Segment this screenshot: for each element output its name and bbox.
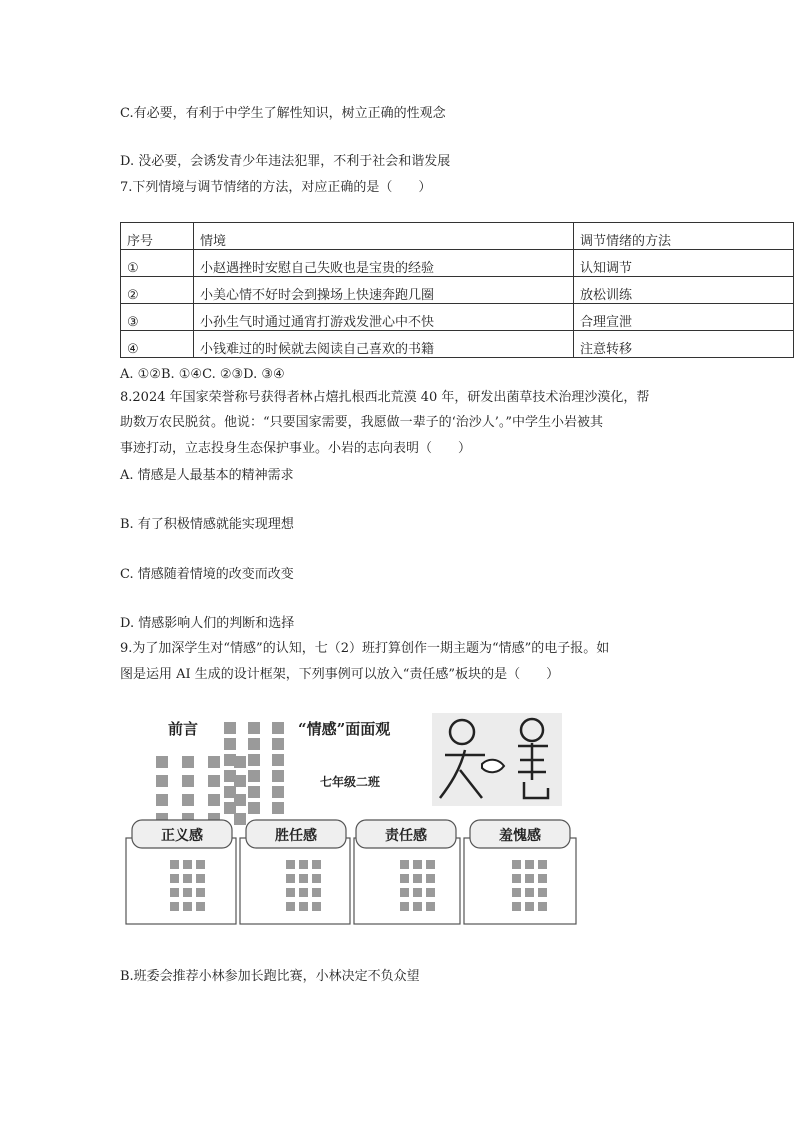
q8-option-b: B. 有了积极情感就能实现理想	[120, 517, 294, 532]
q8-option-c: C. 情感随着情境的改变而改变	[120, 567, 294, 582]
handshake-icon	[432, 713, 562, 806]
panel-label: 胜任感	[275, 828, 317, 844]
grid-square	[224, 770, 236, 782]
grid-square	[183, 888, 192, 897]
grid-square	[286, 860, 295, 869]
table-cell: 小美心情不好时会到操场上快速奔跑几圈	[194, 277, 574, 304]
q6-option-d: D. 没必要，会诱发青少年违法犯罪，不利于社会和谐发展	[120, 154, 451, 169]
table-row	[121, 304, 794, 331]
table-cell: 注意转移	[574, 331, 794, 358]
table-cell: 小钱难过的时候就去阅读自己喜欢的书籍	[194, 331, 574, 358]
panel-label: 责任感	[385, 828, 427, 844]
table-row	[121, 277, 794, 304]
grid-square	[400, 860, 409, 869]
grid-square	[413, 874, 422, 883]
figure-title: “情感”面面观	[298, 720, 391, 738]
grid-square	[538, 888, 547, 897]
grid-square	[156, 756, 168, 768]
grid-square	[400, 888, 409, 897]
grid-square	[170, 874, 179, 883]
grid-square	[248, 802, 260, 814]
grid-square	[312, 874, 321, 883]
q7-options: A. ①②B. ①④C. ②③D. ③④	[120, 367, 285, 382]
grid-square	[512, 874, 521, 883]
grid-square	[248, 770, 260, 782]
grid-square	[286, 902, 295, 911]
grid-square	[170, 888, 179, 897]
table-cell: 合理宣泄	[574, 304, 794, 331]
grid-square	[525, 860, 534, 869]
grid-square	[286, 874, 295, 883]
grid-square	[538, 874, 547, 883]
grid-square	[208, 756, 220, 768]
grid-square	[299, 902, 308, 911]
q9-option-b: B.班委会推荐小林参加长跑比赛，小林决定不负众望	[120, 969, 420, 984]
grid-square	[299, 860, 308, 869]
table-cell: ①	[121, 250, 194, 277]
table-header: 情境	[194, 223, 574, 250]
grid-square	[512, 860, 521, 869]
q8-stem-line3: 事迹打动，立志投身生态保护事业。小岩的志向表明（ ）	[120, 441, 472, 456]
grid-square	[196, 902, 205, 911]
grid-square	[413, 888, 422, 897]
table-row	[121, 331, 794, 358]
grid-square	[286, 888, 295, 897]
grid-square	[224, 802, 236, 814]
grid-square	[224, 738, 236, 750]
table-header: 序号	[121, 223, 194, 250]
grid-square	[426, 902, 435, 911]
grid-square	[170, 902, 179, 911]
q8-option-a: A. 情感是人最基本的精神需求	[120, 468, 294, 483]
grid-square	[426, 888, 435, 897]
grid-square	[272, 722, 284, 734]
grid-square	[299, 888, 308, 897]
grid-square	[224, 786, 236, 798]
grid-square	[224, 722, 236, 734]
table-cell: 小赵遇挫时安慰自己失败也是宝贵的经验	[194, 250, 574, 277]
grid-square	[413, 902, 422, 911]
grid-square	[400, 874, 409, 883]
grid-square	[512, 888, 521, 897]
figure-class-label: 七年级二班	[320, 775, 381, 789]
grid-square	[312, 888, 321, 897]
figure-preface-label: 前言	[168, 720, 199, 738]
grid-square	[196, 860, 205, 869]
newspaper-layout-figure	[120, 710, 590, 930]
grid-square	[196, 888, 205, 897]
panel-label: 正义感	[161, 828, 203, 844]
grid-square	[272, 770, 284, 782]
grid-square	[183, 902, 192, 911]
grid-square	[400, 902, 409, 911]
grid-square	[525, 874, 534, 883]
grid-square	[538, 902, 547, 911]
grid-square	[248, 754, 260, 766]
grid-square	[182, 794, 194, 806]
grid-square	[538, 860, 547, 869]
grid-square	[224, 754, 236, 766]
grid-square	[156, 775, 168, 787]
q6-option-c: C.有必要，有利于中学生了解性知识，树立正确的性观念	[120, 106, 446, 121]
grid-square	[182, 775, 194, 787]
grid-square	[183, 860, 192, 869]
panel-label: 羞愧感	[499, 828, 541, 844]
q9-stem-line1: 9.为了加深学生对“情感”的认知，七（2）班打算创作一期主题为“情感”的电子报。如	[120, 641, 610, 656]
q8-stem-line1: 8.2024 年国家荣誉称号获得者林占熺扎根西北荒漠 40 年，研发出菌草技术治理沙漠化，帮	[120, 390, 650, 405]
grid-square	[196, 874, 205, 883]
grid-square	[248, 722, 260, 734]
grid-square	[234, 813, 246, 825]
q7-table	[120, 222, 794, 358]
grid-square	[312, 902, 321, 911]
grid-square	[183, 874, 192, 883]
grid-square	[525, 902, 534, 911]
table-cell: 小孙生气时通过通宵打游戏发泄心中不快	[194, 304, 574, 331]
table-header: 调节情绪的方法	[574, 223, 794, 250]
grid-square	[413, 860, 422, 869]
q8-stem-line2: 助数万农民脱贫。他说：“只要国家需要，我愿做一辈子的‘治沙人’。”中学生小岩被其	[120, 415, 604, 430]
grid-square	[426, 874, 435, 883]
q9-stem-line2: 图是运用 AI 生成的设计框架，下列事例可以放入“责任感”板块的是（ ）	[120, 667, 560, 682]
table-cell: ③	[121, 304, 194, 331]
q7-stem: 7.下列情境与调节情绪的方法，对应正确的是（ ）	[120, 180, 432, 195]
panel-justice	[126, 820, 236, 924]
table-cell: 放松训练	[574, 277, 794, 304]
grid-square	[272, 802, 284, 814]
grid-square	[272, 786, 284, 798]
grid-square	[426, 860, 435, 869]
grid-square	[512, 902, 521, 911]
grid-square	[170, 860, 179, 869]
table-cell: 认知调节	[574, 250, 794, 277]
grid-square	[525, 888, 534, 897]
grid-square	[299, 874, 308, 883]
grid-square	[248, 738, 260, 750]
grid-square	[208, 775, 220, 787]
grid-square	[182, 756, 194, 768]
grid-square	[272, 754, 284, 766]
table-cell: ②	[121, 277, 194, 304]
grid-square	[208, 794, 220, 806]
grid-square	[272, 738, 284, 750]
grid-square	[156, 794, 168, 806]
table-header-row	[121, 223, 794, 250]
table-cell: ④	[121, 331, 194, 358]
grid-square	[312, 860, 321, 869]
q8-option-d: D. 情感影响人们的判断和选择	[120, 616, 295, 631]
grid-square	[248, 786, 260, 798]
table-row	[121, 250, 794, 277]
